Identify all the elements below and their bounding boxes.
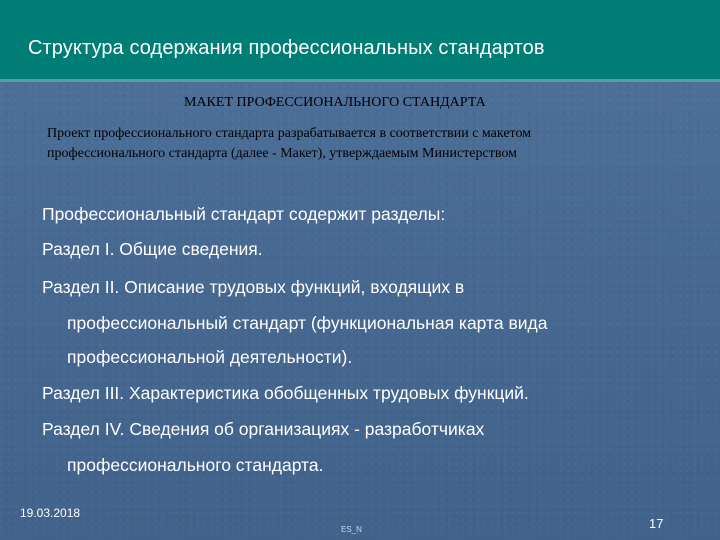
template-heading: МАКЕТ ПРОФЕССИОНАЛЬНОГО СТАНДАРТА <box>184 95 486 110</box>
intro-line: Проект профессионального стандарта разрабатывается в соответствии с макетом <box>47 126 532 141</box>
body-line-section-4: Раздел IV. Сведения об организациях - разработчиках <box>42 419 485 439</box>
slide-title-bar <box>0 0 720 82</box>
body-line-section-1: Раздел I. Общие сведения. <box>42 239 263 259</box>
body-line-section-2-cont: профессиональной деятельности). <box>67 347 353 367</box>
intro-line: профессионального стандарта (далее - Макет), утверждаемым Министерством <box>47 146 517 161</box>
body-line-section-4-cont: профессионального стандарта. <box>67 455 324 475</box>
footer-date: 19.03.2018 <box>20 506 81 520</box>
body-line-section-3: Раздел III. Характеристика обобщенных трудовых функций. <box>42 383 529 403</box>
page-number: 17 <box>649 516 664 531</box>
body-line-section-2: Раздел II. Описание трудовых функций, входящих в <box>42 277 465 297</box>
body-line-section-2-cont: профессиональный стандарт (функциональная карта вида <box>67 313 548 333</box>
footer-mark: ES_N <box>341 525 362 534</box>
body-line-sections-intro: Профессиональный стандарт содержит разделы: <box>42 204 446 224</box>
slide-title: Структура содержания профессиональных стандартов <box>28 37 545 59</box>
